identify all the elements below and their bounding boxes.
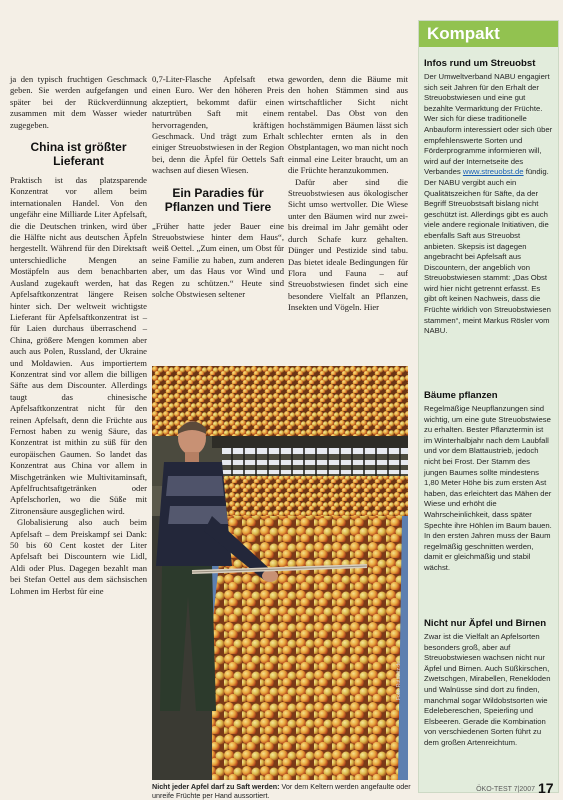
section-heading-china: China ist größter Lieferant <box>30 140 127 169</box>
paragraph: Dafür aber sind die Streuobstwiesen aus ökologischer Sicht umso wertvoller. Die Wiese unter den Bäumen wird nur zwei- bis dreimal im Jahr gemäht oder durch Schafe kurz gehalten. Dünger und Pestizide sind tabu. Das bietet ideale Bedingungen für Flora und Fauna – auf Streuobstwiesen findet sich eine besondere Vielfalt an Pflanzen, Insekten und Vögeln. Hier <box>288 176 408 313</box>
sidebar-box-baeume <box>424 390 553 574</box>
sidebar-box-infos <box>424 58 553 337</box>
streuobst-link[interactable]: www.streuobst.de <box>462 167 524 177</box>
sidebar-text: Regelmäßige Neupflanzungen sind wichtig, um eine gute Streuobstwiese zu erhalten. Bester Pflanztermin ist im Winterhalbjahr nach dem Laubfall und vor dem Blattaustrieb, jedoch nicht bei Frost. Der Stamm des jungen Baumes sollte mindestens 1,80 Meter Höhe bis zum ersten Ast haben, das erleichtert das Mähen der Wiese und erhöht die Wahrscheinlichkeit, dass später Spechte ihre Höhlen im Baum bauen. In den ersten Jahren muss der Baum regelmäßig geschnitten werden, damit er gleichmäßig und stabil wächst. <box>424 404 552 572</box>
section-heading-paradies: Ein Paradies für Pflanzen und Tiere <box>164 185 272 214</box>
caption-lead: Nicht jeder Apfel darf zu Saft werden: <box>152 782 280 791</box>
paragraph: 0,7-Liter-Flasche Apfelsaft etwa einen Euro. Wer den höheren Preis akzeptiert, bekommt dafür einen naturtrüben Saft mit einem hervorragenden, kräftigen Geschmack. Und trägt zum Erhalt einiger Streuobstwiesen in der Region bei, denn die Äpfel für Oettels Saft wachsen auf diesen Wiesen. <box>152 74 284 176</box>
paragraph: Praktisch ist das platzsparende Konzentrat vor allem beim internationalen Handel. Von den ungefähr eine Milliarde Liter Apfelsaft, die die Deutschen trinken, wird über die Hälfte nicht aus deutschen Äpfeln hergestellt. Während für den Direktsaft unterschiedliche Mengen an Mostäpfeln aus dem benachbarten Ausland zugekauft werden, hat das Apfelsaftkonzentrat längere Reisen hinter sich. Der weltweit wichtigste Lieferant für Apfelsaftkonzentrat ist – für Laien durchaus überraschend – China, größere Mengen kommen aber auch aus Polen, Russland, der Ukraine und Moldawien. Aus importiertem Konzentrat sind vor allem die billigen Säfte aus dem Discounter. Allerdings taugt das chinesische Apfelsaftkonzentrat nicht für den reinen Apfelsaft, denn die Früchte aus Fernost haben zu wenig Säure, das Konzentrat ist mithin zu süß für den europäischen Gaumen. So landet das Konzentrat aus China vor allem in Mischgetränken wie Multivitaminsaft, Apfelfruchtsaftgetränken oder Apfelschorlen, wo die Süße mit Zitronensäure ausgeglichen wird. <box>10 175 147 516</box>
photo-caption <box>152 782 420 800</box>
article-column-3 <box>288 74 408 314</box>
sidebar-heading: Nicht nur Äpfel und Birnen <box>424 618 547 629</box>
paragraph: ja den typisch fruchtigen Geschmack geben. Sie werden aufgefangen und später bei der Rückverdünnung zusammen mit dem Wasser wieder zugegeben. <box>10 74 147 130</box>
magazine-issue: ÖKO-TEST 7|2007 <box>476 786 535 793</box>
paragraph: geworden, denn die Bäume mit den hohen Stämmen sind aus wirtschaftlicher Sicht nicht rentabel. Das Obst von den hochstämmigen Bäumen lässt sich schlechter ernten als in den Obstplantagen, wo man nicht noch einmal eine Leiter braucht, um an die Früchte heranzukommen. <box>288 74 408 176</box>
paragraph: „Früher hatte jeder Bauer eine Streuobstwiese hinter dem Haus“, weiß Oettel. „Zum einen, um Obst für seine Familie zu haben, zum anderen aber, um das Haus vor Wind und Regen zu schützen.“ Heute sind solche Obstwiesen seltener <box>152 220 284 300</box>
article-column-1 <box>10 74 147 597</box>
photo-illustration <box>152 366 408 780</box>
paragraph: Globalisierung also auch beim Apfelsaft – dem Preiskampf sei Dank: 50 bis 60 Cent kostet der Liter Apfelsaft bei Discountern wie Lidl, Aldi oder Plus. Dagegen bezahlt man bei Stefan Oettel aus dem sächsischen Lohmen im Herbst für eine <box>10 517 147 596</box>
apple-sorting-photo <box>152 366 408 780</box>
article-column-2 <box>152 74 284 301</box>
sidebar-header <box>419 21 558 47</box>
sidebar-text: Zwar ist die Vielfalt an Apfelsorten besonders groß, aber auf Streuobstwiesen wachsen nicht nur Äpfel und Birnen. Auch Süßkirschen, Zwetschgen, Mirabellen, Renekloden und Walnüsse sind dort zu finden, manchmal sogar Wildobstsorten wie Edelebereschen, Speierling und Elsbeeren. Gerade die Kombination von verschiedenen Sorten führt zu dem großen Artenreichtum. <box>424 632 551 747</box>
caption-text: Vor dem Keltern werden angefaulte oder unreife Früchte per Hand aussortiert. <box>152 782 411 800</box>
sidebar-heading: Infos rund um Streuobst <box>424 58 536 69</box>
page-number: 17 <box>538 780 554 796</box>
photo-credit: Foto: Ruthwitz.de <box>396 661 402 700</box>
sidebar-text: Der Umweltverband NABU engagiert sich seit Jahren für den Erhalt der Streuobstwiesen und eine gut bezahlte Vermarktung der Früchte. Wer sich für diese traditionelle Anbauform interessiert oder sich über empfehlenswerte Sorten und Förderprogramme informieren will, wird auf der Internetseite des Verbandes www.streuobst.de fündig. Der NABU vergibt auch ein Qualitätszeichen für Säfte, da der Begriff Streuobstsaft bislang nicht geschützt ist. Allerdings gibt es auch viele andere regionale Initiativen, die ebenfalls Saft aus Streuobst anbieten. Skepsis ist dagegen angebracht bei Apfelsaft aus Discountern, der angeblich von Streuobstwiesen stammt: „Das Obst wird hier nicht getrennt erfasst. Es gibt oft keinen Nachweis, dass die Früchte wirklich von Streuobstwiesen stammen“, meint Markus Rösler vom NABU. <box>424 72 553 336</box>
sidebar-box-vielfalt <box>424 618 553 749</box>
sidebar-heading: Bäume pflanzen <box>424 390 498 401</box>
sidebar-title: Kompakt <box>427 24 500 43</box>
